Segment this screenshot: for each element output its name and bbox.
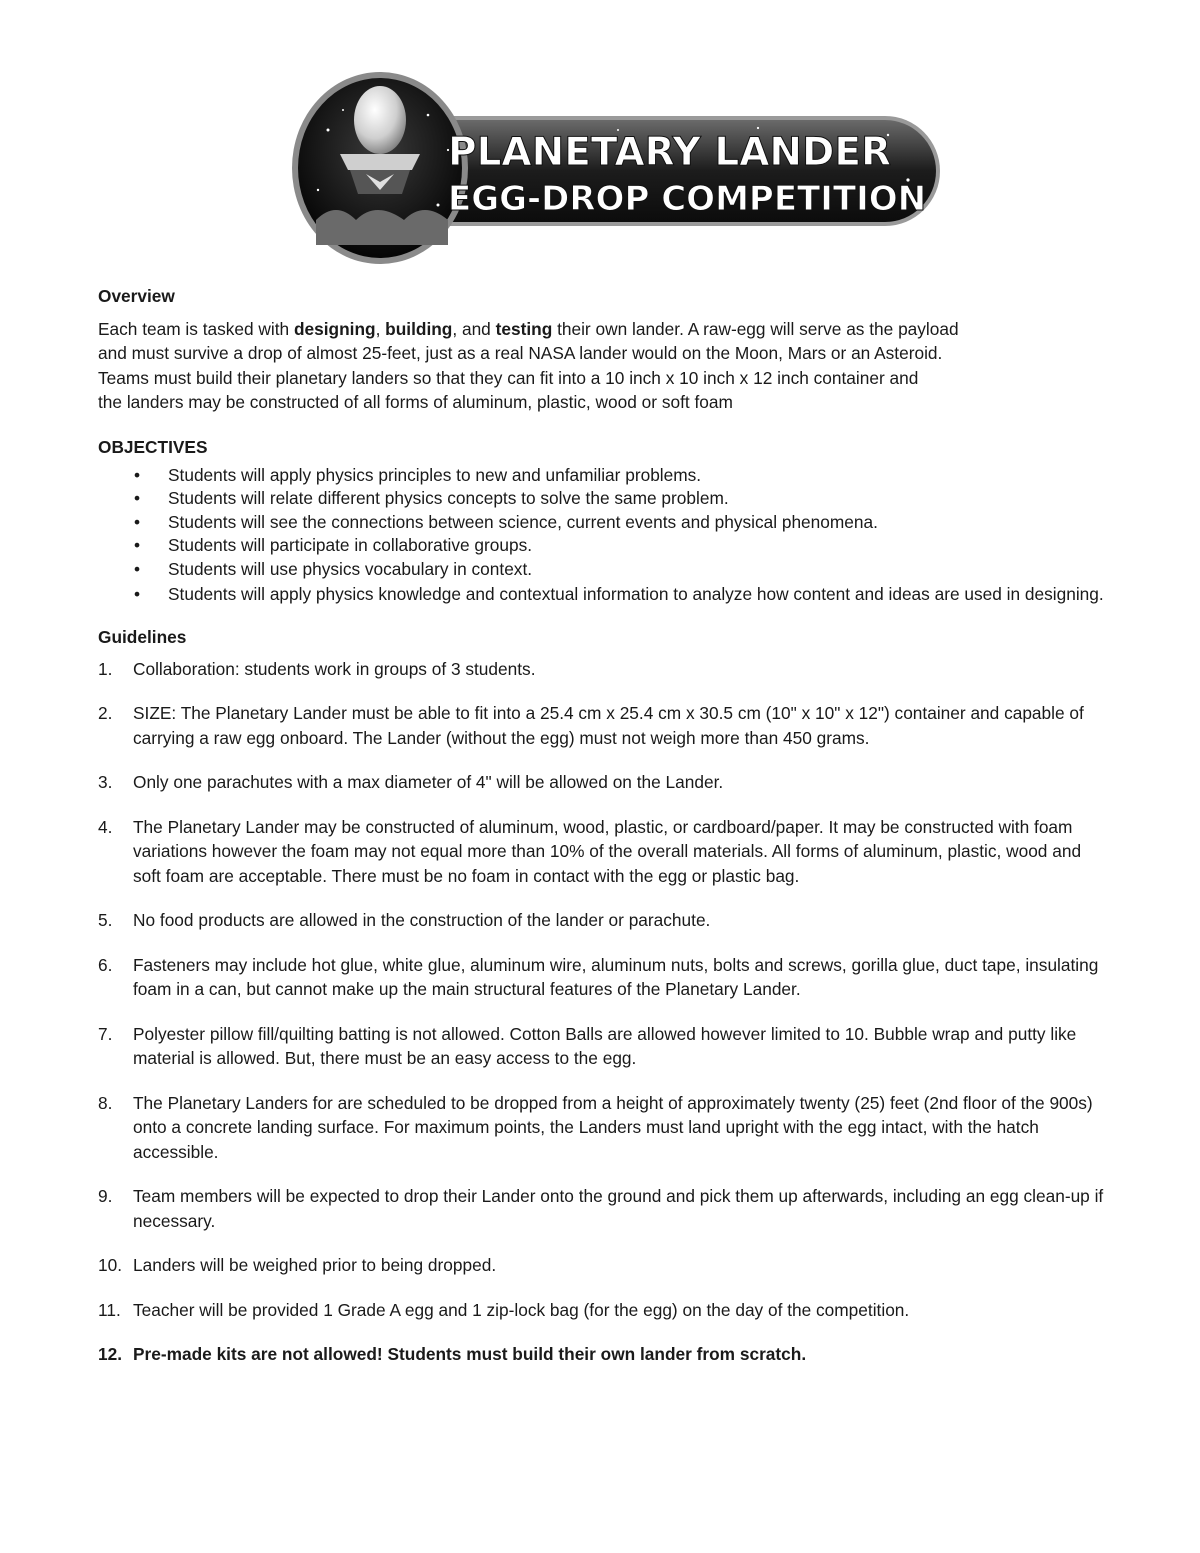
guidelines-heading: Guidelines (98, 627, 187, 647)
document-body (98, 284, 1108, 1387)
guideline-item: 10. Landers will be weighed prior to being dropped. (98, 1255, 497, 1275)
objective-item: • Students will relate different physics concepts to solve the same problem. (134, 487, 729, 508)
overview-paragraph (98, 317, 1108, 415)
overview-line-1: Each team is tasked with designing, building, and testing their own lander. A raw-egg will serve as the payload (98, 318, 959, 339)
planetary-lander-logo (288, 70, 944, 265)
guideline-item: 1. Collaboration: students work in groups of 3 students. (98, 658, 536, 679)
guideline-item: 9. Team members will be expected to drop their Lander onto the ground and pick them up afterwards, including an egg clean-up if necessary. (98, 1186, 1104, 1231)
objective-item: • Students will use physics vocabulary in context. (134, 559, 533, 579)
guidelines-list (98, 657, 1108, 1367)
guideline-item: 6. Fasteners may include hot glue, white glue, aluminum wire, aluminum nuts, bolts and screws, gorilla glue, duct tape, insulating foam in a can, but cannot make up the main structural features of the Planetary Lander. (98, 954, 1099, 999)
logo-line1: PLANETARY LANDER (448, 130, 892, 175)
objective-item: • Students will apply physics principles to new and unfamiliar problems. (134, 465, 702, 485)
objective-item: • Students will see the connections between science, current events and physical phenomena. (134, 512, 878, 532)
overview-line-4: the landers may be constructed of all forms of aluminum, plastic, wood or soft foam (98, 392, 733, 412)
overview-line-3: Teams must build their planetary landers so that they can fit into a 10 inch x 10 inch x 12 inch container and (98, 367, 919, 388)
guideline-item: 8. The Planetary Landers for are scheduled to be dropped from a height of approximately twenty (25) feet (2nd floor of the 900s) onto a concrete landing surface. For maximum points, the Landers must land upright with the egg intact, with the hatch accessible. (98, 1092, 1093, 1162)
objective-item: • Students will participate in collaborative groups. (134, 534, 533, 555)
guideline-item: 2. SIZE: The Planetary Lander must be able to fit into a 25.4 cm x 25.4 cm x 30.5 cm (10" x 10" x 12") container and capable of carrying a raw egg onboard. The Lander (without the egg) must not weigh more than 450 grams. (98, 703, 1084, 748)
objectives-list (98, 464, 1108, 605)
guideline-item: 5. No food products are allowed in the construction of the lander or parachute. (98, 910, 711, 930)
guideline-item: 7. Polyester pillow fill/quilting batting is not allowed. Cotton Balls are allowed however limited to 10. Bubble wrap and putty like material is allowed. But, there must be an easy access to the egg. (98, 1023, 1077, 1068)
overview-line-2: and must survive a drop of almost 25-feet, just as a real NASA lander would on the Moon, Mars or an Asteroid. (98, 343, 943, 363)
guideline-item: 12. Pre-made kits are not allowed! Students must build their own lander from scratch. (98, 1344, 807, 1364)
overview-heading: Overview (98, 286, 175, 306)
guideline-item: 4. The Planetary Lander may be constructed of aluminum, wood, plastic, or cardboard/paper. It may be constructed with foam variations however the foam may not equal more than 10% of the overall materials. All forms of aluminum, plastic, wood and soft foam are acceptable. There must be no foam in contact with the egg or plastic bag. (98, 816, 1082, 886)
objective-item: • Students will apply physics knowledge and contextual information to analyze how content and ideas are used in designing. (134, 583, 1104, 604)
logo-line2: EGG-DROP COMPETITION (448, 179, 927, 219)
guideline-item: 3. Only one parachutes with a max diameter of 4" will be allowed on the Lander. (98, 772, 724, 792)
objectives-heading: OBJECTIVES (98, 436, 208, 457)
guideline-item: 11. Teacher will be provided 1 Grade A egg and 1 zip-lock bag (for the egg) on the day of the competition. (98, 1299, 910, 1320)
